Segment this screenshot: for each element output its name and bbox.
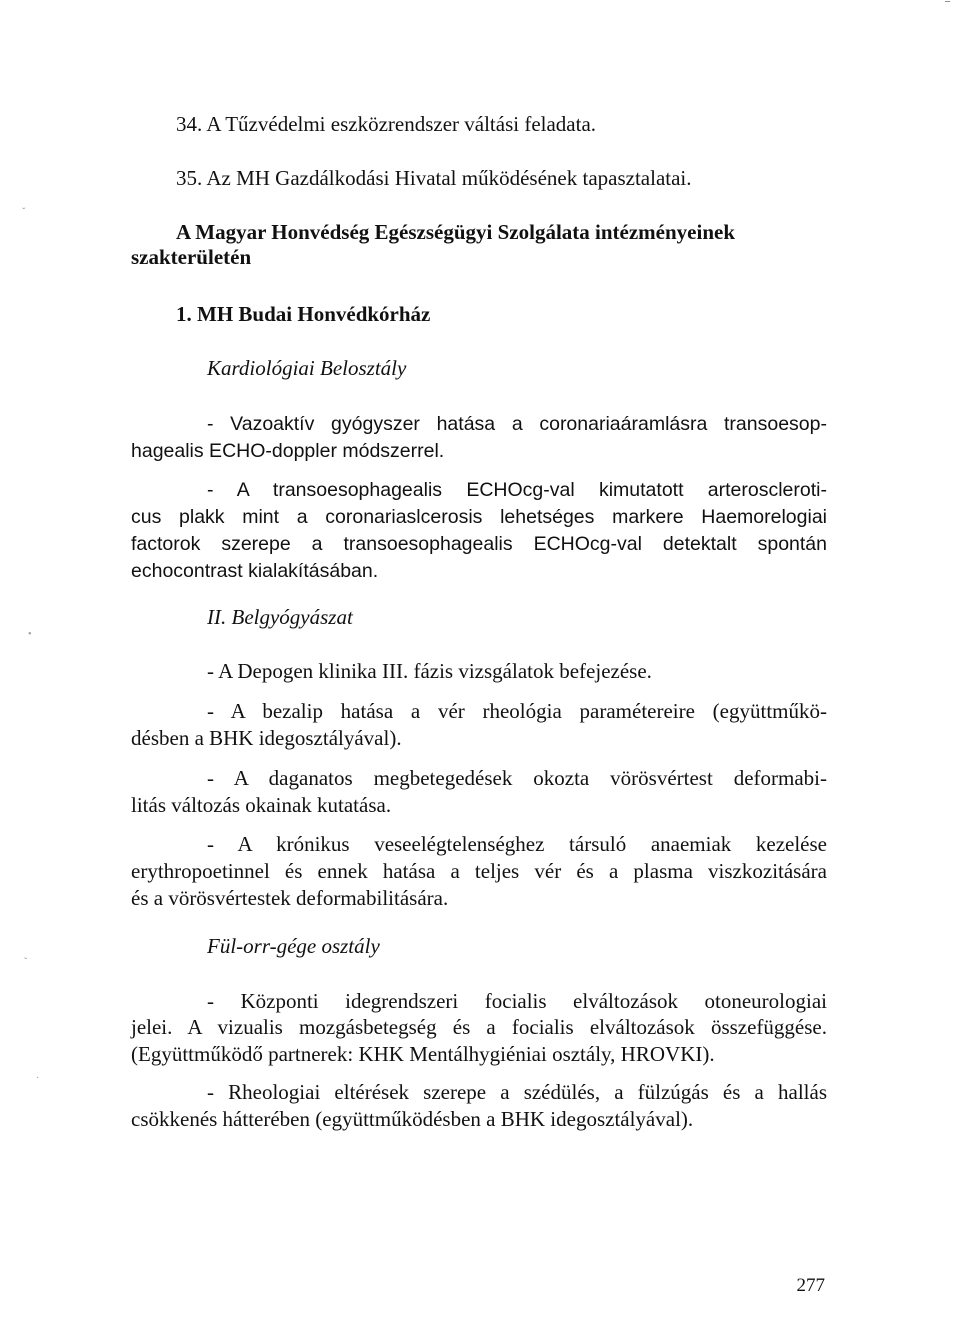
section-heading-line1: A Magyar Honvédség Egészségügyi Szolgálata intézményeinek [176, 220, 735, 244]
section-heading-line2: szakterületén [131, 245, 252, 269]
cardiology-p2-line1: - A transoesophagealis ECHOcg-val kimutatott arteroscleroti- [207, 479, 827, 501]
internal-medicine-p2-line2: désben a BHK idegosztályával). [131, 726, 402, 750]
ent-p2-line1: - Rheologiai eltérések szerepe a szédülés, a fülzúgás és a hallás [207, 1080, 827, 1104]
scan-speck: ˇ [24, 957, 28, 968]
ent-heading: Fül-orr-gége osztály [207, 934, 380, 958]
cardiology-p1-line1: - Vazoaktív gyógyszer hatása a coronariaáramlásra transoesop- [207, 413, 827, 435]
scan-speck: • [28, 629, 32, 640]
item-34: 34. A Tűzvédelmi eszközrendszer váltási feladata. [176, 112, 597, 136]
scan-speck: · [36, 1073, 40, 1084]
internal-medicine-p3-line1: - A daganatos megbetegedések okozta vörösvértest deformabi- [207, 766, 827, 790]
internal-medicine-p1: - A Depogen klinika III. fázis vizsgálatok befejezése. [207, 659, 652, 683]
ent-p1-line2: jelei. A vizualis mozgásbetegség és a focialis elváltozások összefüggése. [131, 1015, 827, 1039]
cardiology-p2-line4: echocontrast kialakításában. [131, 560, 379, 582]
scan-speck: ˇ [22, 207, 26, 218]
ent-p1-line1: - Központi idegrendszeri focialis elváltozások otoneurologiai [207, 989, 827, 1013]
cardiology-p1-line2: hagealis ECHO-doppler módszerrel. [131, 440, 445, 462]
internal-medicine-p3-line2: litás változás okainak kutatása. [131, 793, 392, 817]
page-number: 277 [796, 1275, 825, 1296]
scan-speck: ¯ [945, 1, 950, 12]
ent-p1-line3: (Együttműködő partnerek: KHK Mentálhygiéniai osztály, HROVKI). [131, 1042, 715, 1066]
internal-medicine-p4-line2: erythropoetinnel és ennek hatása a teljes vér és a plasma viszkozitására [131, 859, 827, 883]
item-35: 35. Az MH Gazdálkodási Hivatal működésének tapasztalatai. [176, 166, 692, 190]
internal-medicine-p4-line3: és a vörösvértestek deformabilitására. [131, 886, 449, 910]
ent-p2-line2: csökkenés hátterében (együttműködésben a BHK idegosztályával). [131, 1107, 694, 1131]
cardiology-heading: Kardiológiai Belosztály [207, 356, 407, 380]
institution-title: 1. MH Budai Honvédkórház [176, 302, 431, 326]
internal-medicine-p2-line1: - A bezalip hatása a vér rheológia paramétereire (együttműkö- [207, 699, 827, 723]
internal-medicine-heading: II. Belgyógyászat [207, 605, 353, 629]
cardiology-p2-line2: cus plakk mint a coronariaslcerosis lehetséges markere Haemorelogiai [131, 506, 827, 528]
cardiology-p2-line3: factorok szerepe a transoesophagealis ECHOcg-val detektalt spontán [131, 533, 827, 555]
internal-medicine-p4-line1: - A krónikus veseelégtelenséghez társuló anaemiak kezelése [207, 832, 827, 856]
